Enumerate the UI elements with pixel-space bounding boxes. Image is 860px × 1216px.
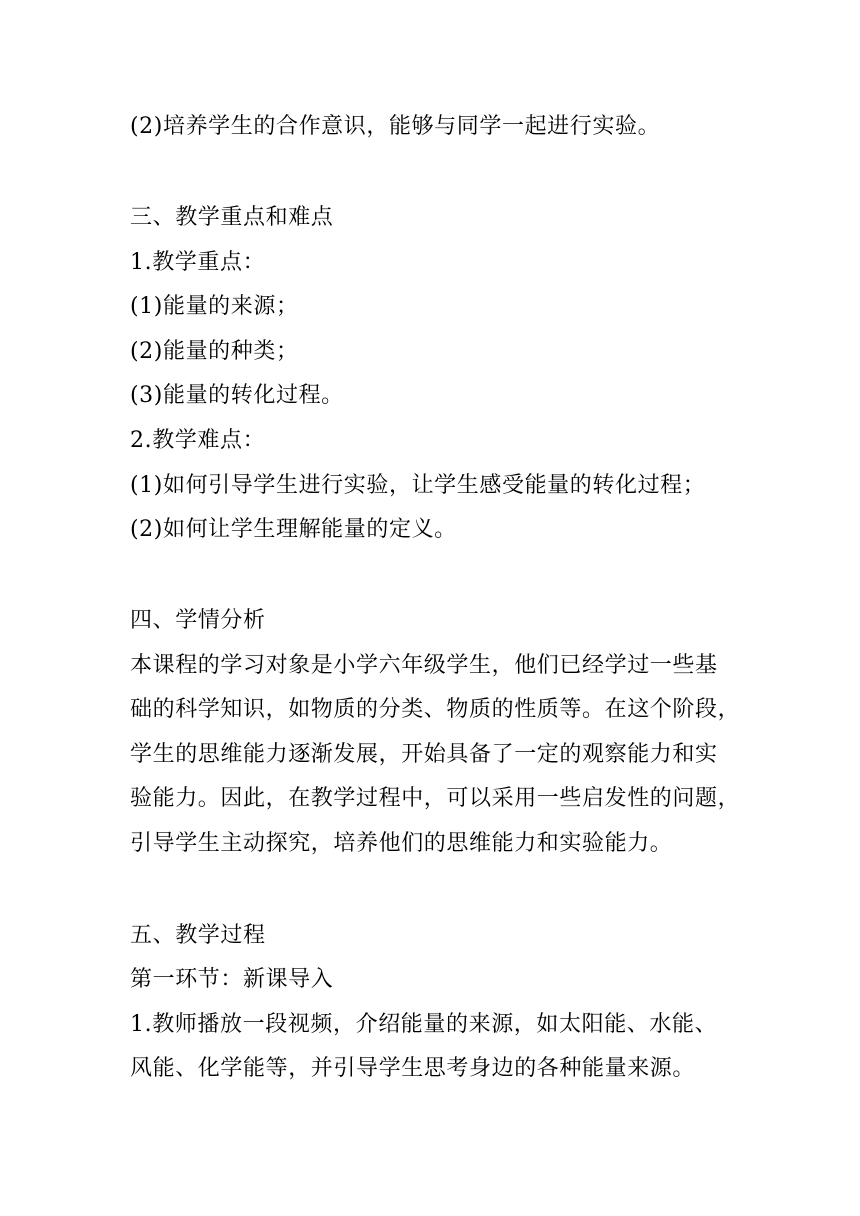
key-point-item: (2)能量的种类； <box>130 339 299 364</box>
step-1-item-line: 1.教师播放一段视频，介绍能量的来源，如太阳能、水能、 <box>130 1012 718 1037</box>
section-3-title: 三、教学重点和难点 <box>130 205 334 230</box>
difficulty-item: (2)如何让学生理解能量的定义。 <box>130 517 457 542</box>
section-4-title: 四、学情分析 <box>130 608 266 633</box>
step-1-heading: 第一环节：新课导入 <box>130 967 334 992</box>
student-analysis-line: 引导学生主动探究，培养他们的思维能力和实验能力。 <box>130 831 673 856</box>
key-point-item: (1)能量的来源； <box>130 294 299 319</box>
section-5-title: 五、教学过程 <box>130 923 266 948</box>
objective-2: (2)培养学生的合作意识，能够与同学一起进行实验。 <box>130 114 661 139</box>
step-1-item-line: 风能、化学能等，并引导学生思考身边的各种能量来源。 <box>130 1056 696 1081</box>
student-analysis-line: 学生的思维能力逐渐发展，开始具备了一定的观察能力和实 <box>130 742 718 767</box>
key-point-item: (3)能量的转化过程。 <box>130 383 344 408</box>
difficulty-item: (1)如何引导学生进行实验，让学生感受能量的转化过程； <box>130 473 706 498</box>
student-analysis-line: 验能力。因此，在教学过程中，可以采用一些启发性的问题， <box>130 786 741 811</box>
difficulties-heading: 2.教学难点： <box>130 428 266 453</box>
student-analysis-line: 础的科学知识，如物质的分类、物质的性质等。在这个阶段， <box>130 697 741 722</box>
key-points-heading: 1.教学重点： <box>130 250 266 275</box>
student-analysis-line: 本课程的学习对象是小学六年级学生，他们已经学过一些基 <box>130 653 718 678</box>
